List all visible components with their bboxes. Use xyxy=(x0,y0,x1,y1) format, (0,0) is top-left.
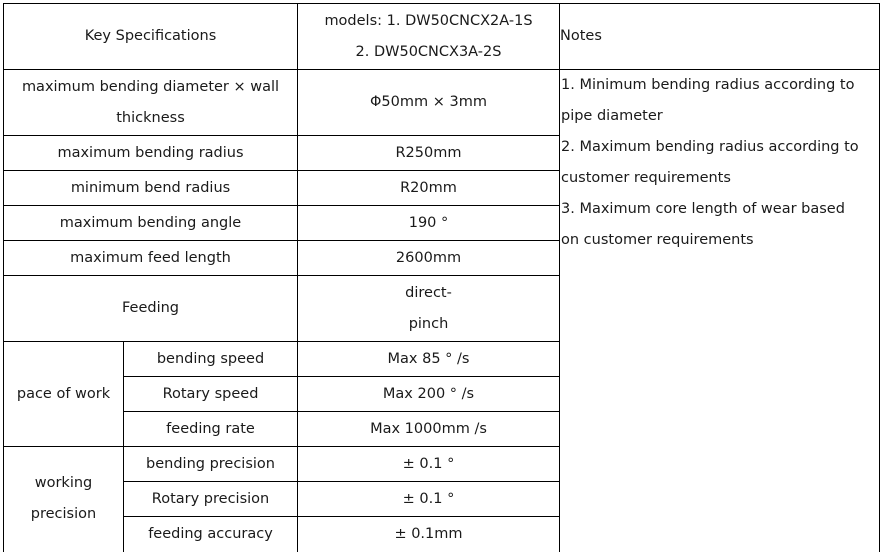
spec-label-bending-precision: bending precision xyxy=(124,447,298,482)
notes-cell xyxy=(560,70,880,552)
spec-label-max-feed-length: maximum feed length xyxy=(4,241,298,276)
note-3-line-2: on customer requirements xyxy=(561,232,754,248)
spec-value-rotary-speed: Max 200 ° /s xyxy=(298,377,560,412)
group-label-pace-of-work: pace of work xyxy=(4,342,124,447)
spec-label-max-bending-angle: maximum bending angle xyxy=(4,206,298,241)
key-specifications-header: Key Specifications xyxy=(4,4,298,70)
notes-header: Notes xyxy=(560,4,880,70)
note-1-line-1: 1. Minimum bending radius according to xyxy=(561,77,855,93)
spec-value-min-bend-radius: R20mm xyxy=(298,171,560,206)
spec-value-max-bending-radius: R250mm xyxy=(298,136,560,171)
spec-value-bending-speed: Max 85 ° /s xyxy=(298,342,560,377)
spec-value-feeding-rate: Max 1000mm /s xyxy=(298,412,560,447)
spec-label-feeding-accuracy: feeding accuracy xyxy=(124,517,298,552)
spec-label-min-bend-radius: minimum bend radius xyxy=(4,171,298,206)
note-2-line-1: 2. Maximum bending radius according to xyxy=(561,139,859,155)
spec-value-max-bending-angle: 190 ° xyxy=(298,206,560,241)
header-row xyxy=(4,4,880,70)
models-line-1: models: 1. DW50CNCX2A-1S xyxy=(324,12,533,29)
spec-value-feeding-accuracy: ± 0.1mm xyxy=(298,517,560,552)
spec-value-bending-precision: ± 0.1 ° xyxy=(298,447,560,482)
spec-label-rotary-precision: Rotary precision xyxy=(124,482,298,517)
spec-value-max-feed-length: 2600mm xyxy=(298,241,560,276)
spec-value-rotary-precision: ± 0.1 ° xyxy=(298,482,560,517)
spec-label-feeding-rate: feeding rate xyxy=(124,412,298,447)
spec-label-feeding: Feeding xyxy=(4,276,298,342)
spec-value-max-bending-diameter: Φ50mm × 3mm xyxy=(298,70,560,136)
note-1-line-2: pipe diameter xyxy=(561,108,663,124)
spec-value-feeding: direct- pinch xyxy=(298,276,560,342)
models-header xyxy=(298,4,560,70)
specifications-table xyxy=(3,3,880,552)
spec-label-rotary-speed: Rotary speed xyxy=(124,377,298,412)
spec-label-bending-speed: bending speed xyxy=(124,342,298,377)
note-2-line-2: customer requirements xyxy=(561,170,731,186)
spec-label-max-bending-radius: maximum bending radius xyxy=(4,136,298,171)
spec-label-max-bending-diameter: maximum bending diameter × wall thickness xyxy=(4,70,298,136)
models-line-2: 2. DW50CNCX3A-2S xyxy=(355,43,502,60)
group-label-working-precision: working precision xyxy=(4,447,124,552)
note-3-line-1: 3. Maximum core length of wear based xyxy=(561,201,845,217)
table-row xyxy=(4,70,880,136)
